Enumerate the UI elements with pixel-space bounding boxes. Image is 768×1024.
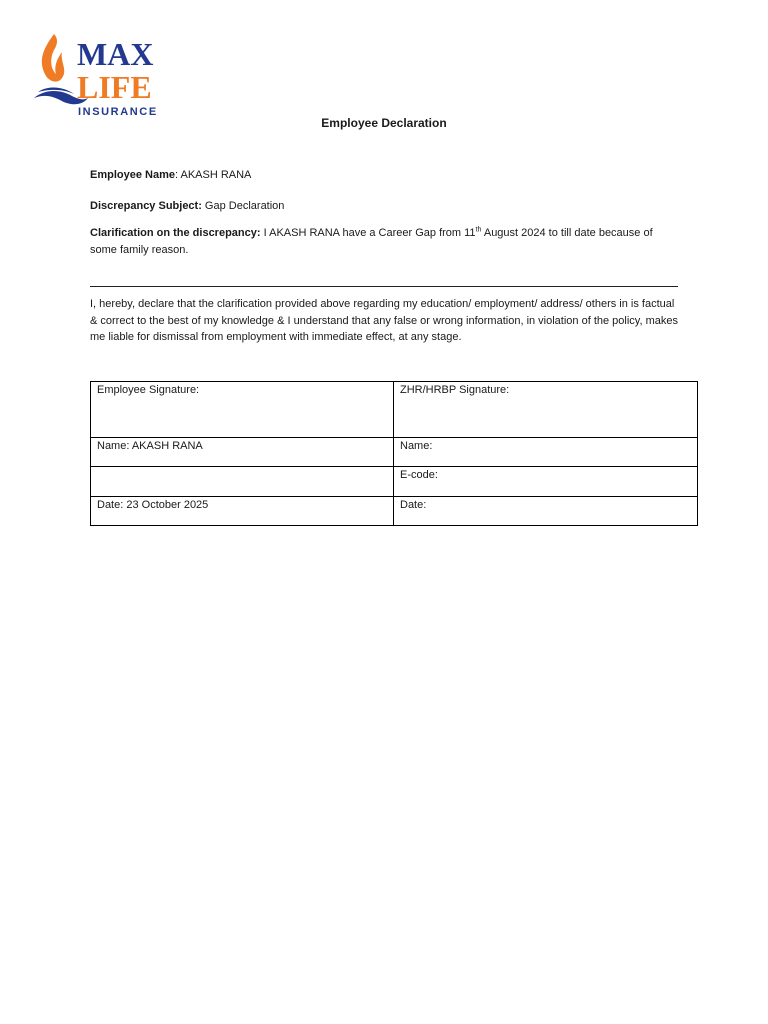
clarification-text-pre: I AKASH RANA have a Career Gap from 11: [260, 227, 476, 239]
clarification-label: Clarification on the discrepancy:: [90, 227, 261, 239]
hrbp-ecode-cell: E-code:: [394, 467, 698, 497]
table-row: [91, 382, 698, 438]
empty-cell: [91, 467, 394, 497]
page-title: Employee Declaration: [321, 116, 447, 130]
signature-table: [90, 381, 698, 526]
discrepancy-subject-field: [90, 200, 284, 212]
divider: [90, 286, 678, 287]
table-row: [91, 467, 698, 497]
subject-value: Gap Declaration: [201, 200, 285, 212]
brand-line3: INSURANCE: [78, 106, 158, 118]
max-life-logo: [32, 32, 166, 118]
flame-wave-icon: [32, 32, 166, 118]
table-row: [91, 497, 698, 526]
clarification-text-sup: th: [475, 226, 482, 234]
declaration-text: I, hereby, declare that the clarification provided above regarding my education/ employment/ address/ others in is factual & correct to the best of my knowledge & I understand that any false or wrong information, in violation of the policy, makes me liable for dismissal from employment with immediate effect, at any stage.: [90, 298, 678, 343]
employee-name-field: [90, 169, 251, 181]
employee-date-cell: Date: 23 October 2025: [91, 497, 394, 526]
table-row: [91, 438, 698, 467]
hrbp-date-cell: Date:: [394, 497, 698, 526]
employee-signature-cell: Employee Signature:: [91, 382, 394, 438]
hrbp-name-cell: Name:: [394, 438, 698, 467]
subject-label: Discrepancy Subject:: [90, 200, 202, 212]
employee-name-cell: Name: AKASH RANA: [91, 438, 394, 467]
brand-line2: LIFE: [77, 69, 152, 105]
hrbp-signature-cell: ZHR/HRBP Signature:: [394, 382, 698, 438]
employee-name-label: Employee Name: [90, 169, 175, 181]
clarification-text-post: August 2024 to till date because of some family reason.: [90, 227, 653, 256]
brand-line1: MAX: [77, 36, 154, 72]
clarification-field: [90, 225, 680, 259]
employee-name-value: : AKASH RANA: [174, 169, 252, 181]
